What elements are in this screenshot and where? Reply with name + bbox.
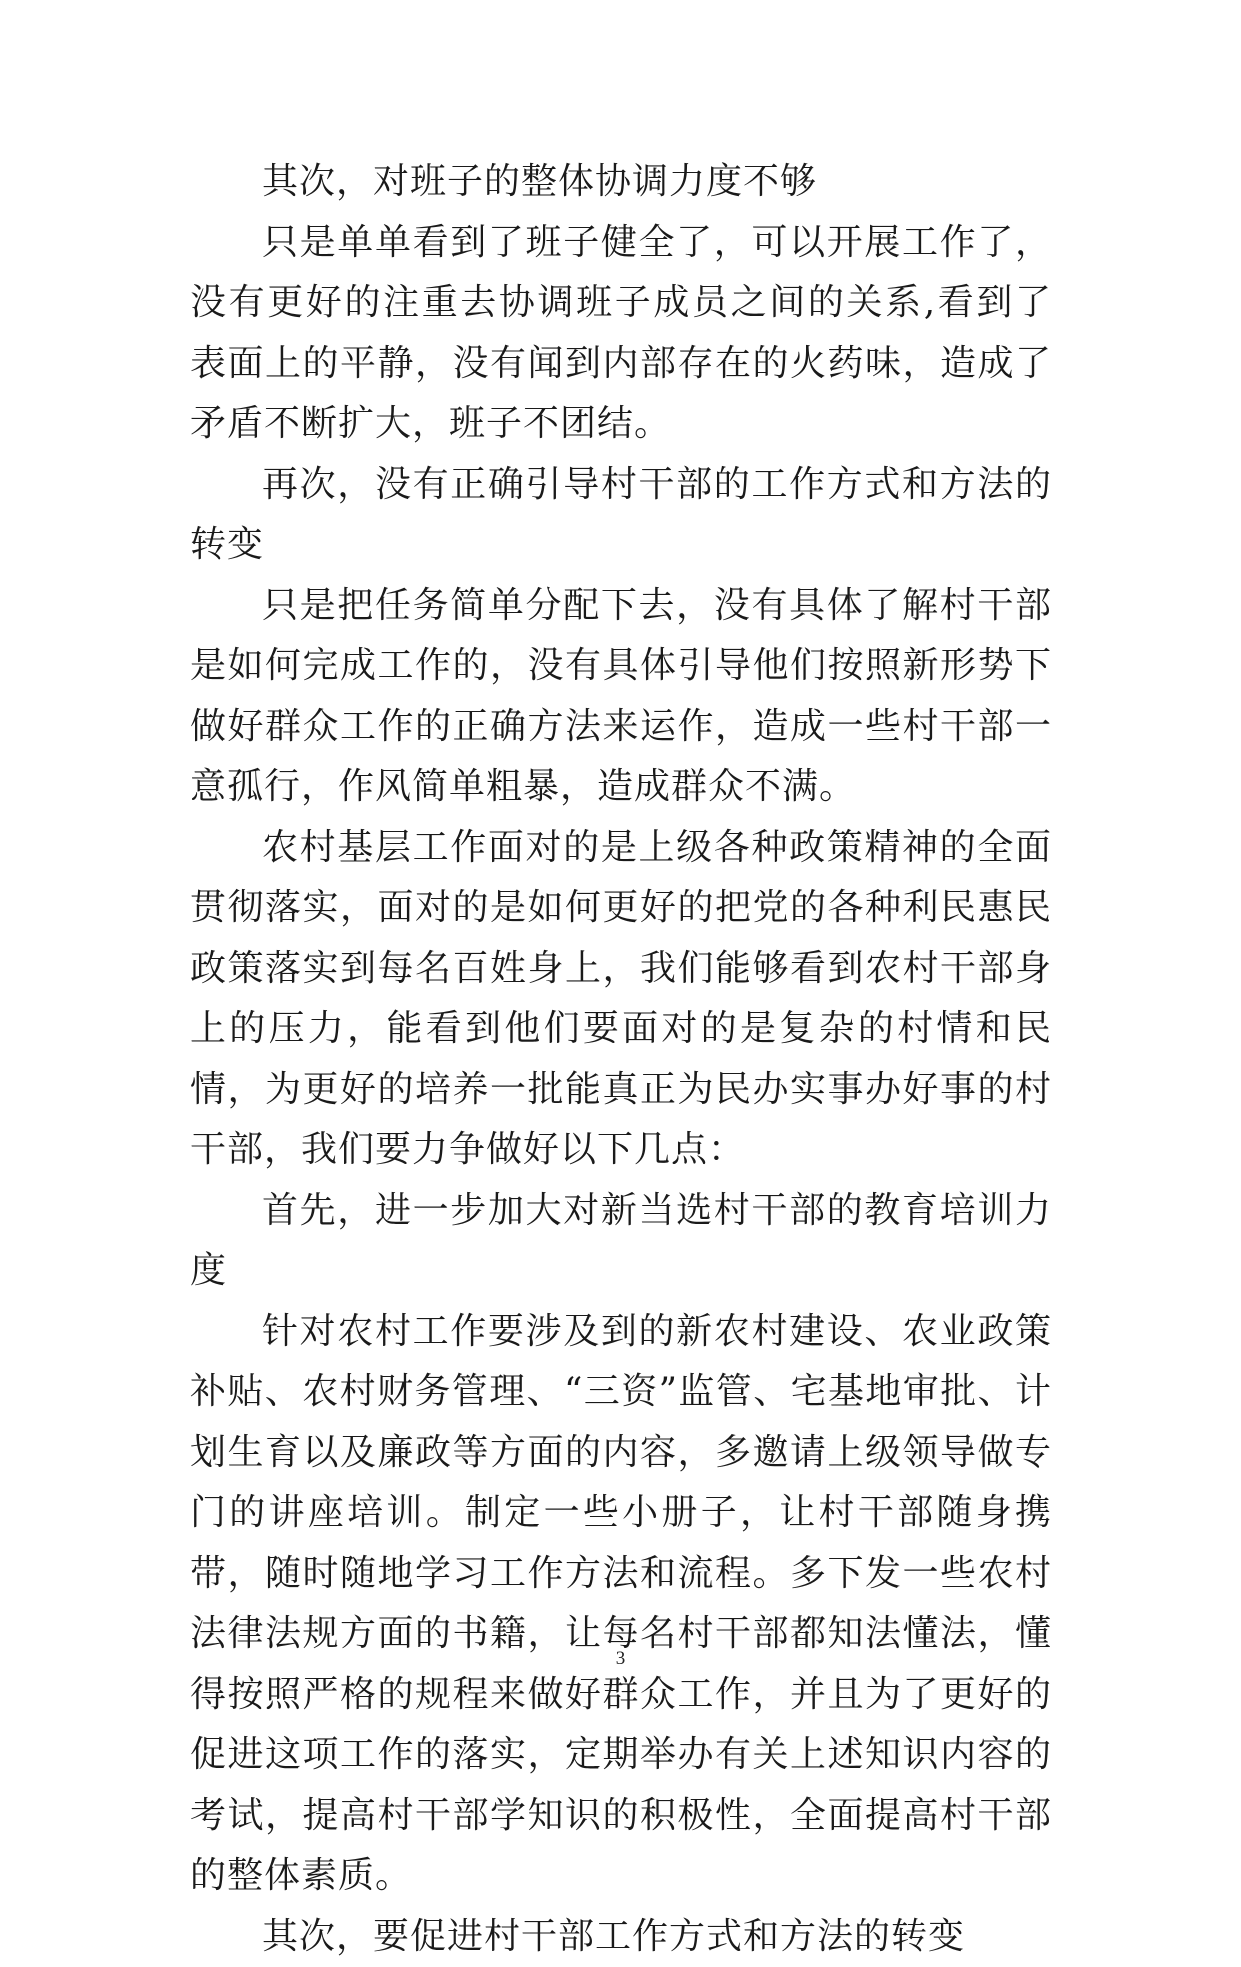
- paragraph-heading-third: 再次，没有正确引导村干部的工作方式和方法的转变: [190, 455, 1052, 576]
- paragraph: 针对农村工作要涉及到的新农村建设、农业政策补贴、农村财务管理、“三资”监管、宅基地审批、计划生育以及廉政等方面的内容，多邀请上级领导做专门的讲座培训。制定一些小册子，让村干部随身携带，随时随地学习工作方法和流程。多下发一些农村法律法规方面的书籍，让每名村干部都知法懂法，懂得按照严格的规程来做好群众工作，并且为了更好的促进这项工作的落实，定期举办有关上述知识内容的考试，提高村干部学知识的积极性，全面提高村干部的整体素质。: [190, 1302, 1052, 1907]
- paragraph-heading-first: 首先，进一步加大对新当选村干部的教育培训力度: [190, 1181, 1052, 1302]
- document-body: [190, 152, 1052, 1967]
- paragraph-heading-second: 其次，对班子的整体协调力度不够: [190, 152, 1052, 213]
- paragraph: 只是把任务简单分配下去，没有具体了解村干部是如何完成工作的，没有具体引导他们按照新形势下做好群众工作的正确方法来运作，造成一些村干部一意孤行，作风简单粗暴，造成群众不满。: [190, 576, 1052, 818]
- paragraph: 只是单单看到了班子健全了，可以开展工作了，没有更好的注重去协调班子成员之间的关系,看到了表面上的平静，没有闻到内部存在的火药味，造成了矛盾不断扩大，班子不团结。: [190, 213, 1052, 455]
- paragraph: 农村基层工作面对的是上级各种政策精神的全面贯彻落实，面对的是如何更好的把党的各种利民惠民政策落实到每名百姓身上，我们能够看到农村干部身上的压力，能看到他们要面对的是复杂的村情和民情，为更好的培养一批能真正为民办实事办好事的村干部，我们要力争做好以下几点：: [190, 818, 1052, 1181]
- paragraph-heading-second-measure: 其次，要促进村干部工作方式和方法的转变: [190, 1907, 1052, 1967]
- page-number: 3: [0, 1648, 1241, 1670]
